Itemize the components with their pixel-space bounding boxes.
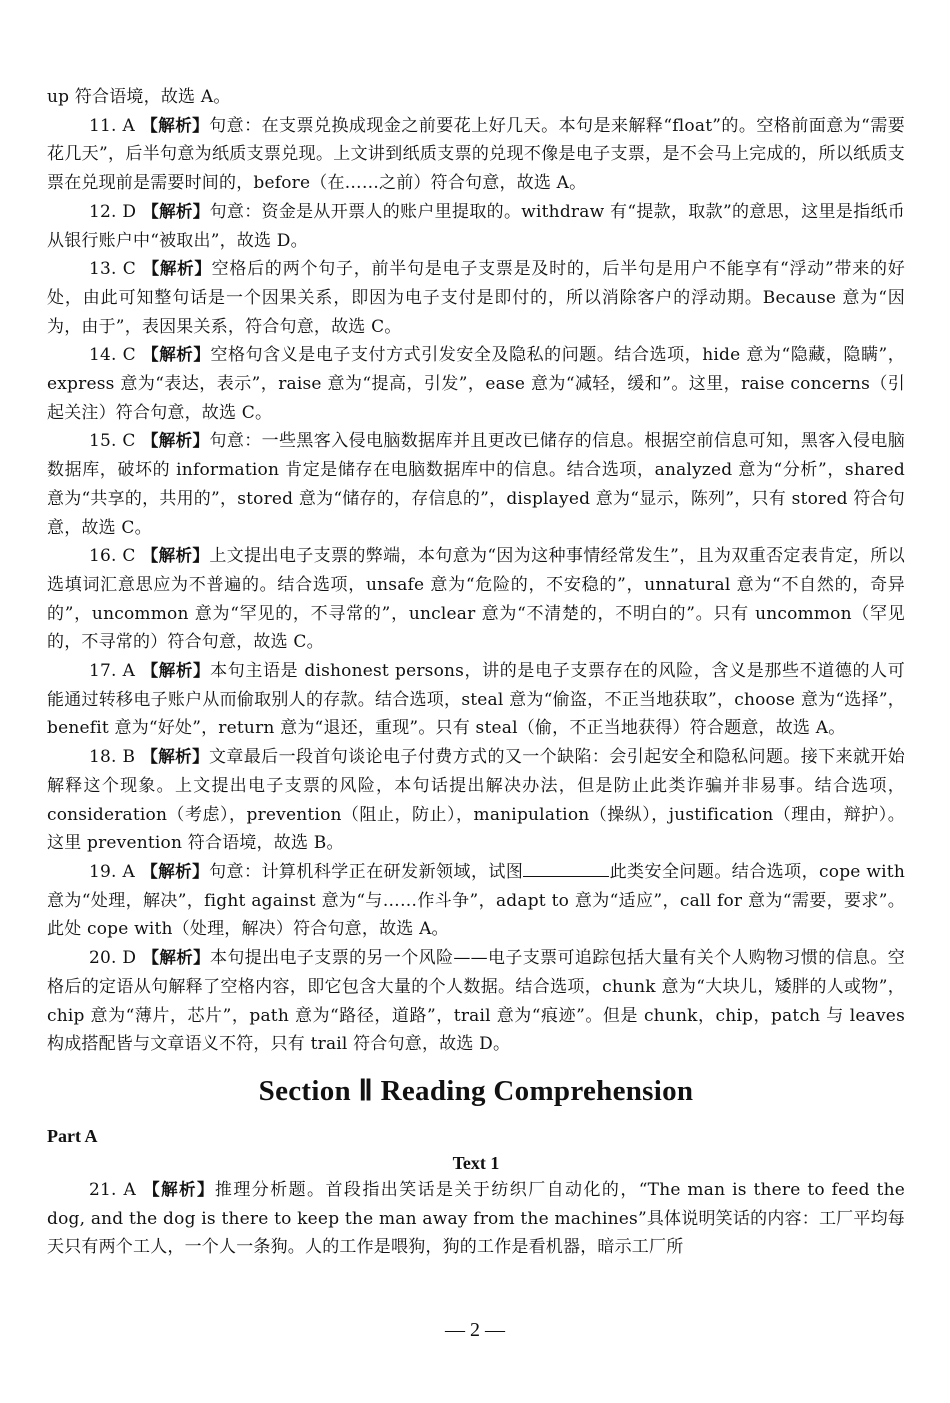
answer-number: 17. A (89, 661, 136, 682)
analysis-tag: 【解析】 (141, 661, 211, 681)
analysis-tag: 【解析】 (142, 948, 210, 968)
answer-12 (47, 198, 905, 255)
answer-19 (47, 858, 905, 944)
answer-text: 空格句含义是电子支付方式引发安全及隐私的问题。结合选项，hide 意为“隐藏，隐瞒”，express 意为“表达，表示”，raise 意为“提高，引发”，ease 意为“减轻，缓和”。这里，raise concerns（引起关注）符合句意，故选 C。 (47, 345, 905, 423)
part-title: Part A (47, 1125, 98, 1146)
section-title: Section Ⅱ Reading Comprehension (258, 1074, 694, 1107)
text-title: Text 1 (452, 1152, 500, 1173)
answer-13 (47, 255, 905, 341)
answer-number: 21. A (89, 1179, 136, 1200)
answer-number: 20. D (89, 948, 137, 969)
fill-in-blank (523, 858, 609, 877)
page-number: — 2 — (445, 1319, 505, 1341)
answer-11 (47, 112, 905, 198)
answer-16 (47, 542, 905, 657)
answer-18 (47, 743, 905, 858)
answer-text-part1: 句意：计算机科学正在研发新领域，试图 (209, 861, 524, 882)
answer-number: 14. C (89, 345, 136, 366)
analysis-tag: 【解析】 (141, 115, 210, 135)
answer-14 (47, 341, 905, 427)
answer-text: 句意：资金是从开票人的账户里提取的。withdraw 有“提款，取款”的意思，这里是指纸币从银行账户中“被取出”，故选 D。 (47, 201, 905, 251)
answer-number: 19. A (89, 861, 135, 882)
answer-number: 12. D (89, 201, 137, 222)
answer-text-part2: 此类安全问题。结合选项，cope with 意为“处理，解决”，fight against 意为“与……作斗争”，adapt to 意为“适应”，call for 意为“需要，要求”。此处 cope with（处理，解决）符合句意，故选 A。 (47, 861, 905, 940)
answer-number: 18. B (89, 747, 136, 768)
analysis-tag: 【解析】 (140, 861, 210, 881)
answer-text: 推理分析题。首段指出笑话是关于纺织厂自动化的，“The man is there to feed the dog, and the dog is there to keep the man away from the machines”具体说明笑话的内容：工厂平均每天只有两个工人，一个人一条狗。人的工作是喂狗，狗的工作是看机器，暗示工厂所 (47, 1179, 905, 1258)
analysis-tag: 【解析】 (141, 1179, 215, 1199)
answer-15 (47, 427, 905, 542)
intro-line: up 符合语境，故选 A。 (47, 87, 231, 107)
answer-17 (47, 657, 905, 743)
analysis-tag: 【解析】 (141, 345, 211, 365)
answer-number: 11. A (89, 115, 135, 136)
analysis-tag: 【解析】 (142, 201, 210, 221)
answer-text: 句意：一些黑客入侵电脑数据库并且更改已储存的信息。根据空前信息可知，黑客入侵电脑数据库，破坏的 information 肯定是储存在电脑数据库中的信息。结合选项，analyzed 意为“分析”，shared 意为“共享的，共用的”，stored 意为“储存的，存信息的”，displayed 意为“显示，陈列”，只有 stored 符合句意，故选 C。 (47, 431, 906, 538)
analysis-tag: 【解析】 (141, 431, 210, 451)
answer-20 (47, 944, 905, 1059)
document-body (47, 83, 905, 1262)
analysis-tag: 【解析】 (141, 546, 210, 566)
answer-text: 文章最后一段首句谈论电子付费方式的又一个缺陷：会引起安全和隐私问题。接下来就开始解释这个现象。上文提出电子支票的风险，本句话提出解决办法，但是防止此类诈骗并非易事。结合选项，consideration（考虑），prevention（阻止，防止），manipulation（操纵），justification（理由，辩护）。这里 prevention 符合语境，故选 B。 (47, 747, 905, 854)
answer-text: 空格后的两个句子，前半句是电子支票是及时的，后半句是用户不能享有“浮动”带来的好处，由此可知整句话是一个因果关系，即因为电子支付是即付的，所以消除客户的浮动期。Because 意为“因为，由于”，表因果关系，符合句意，故选 C。 (47, 259, 905, 337)
analysis-tag: 【解析】 (142, 259, 212, 279)
answer-text: 本句提出电子支票的另一个风险——电子支票可追踪包括大量有关个人购物习惯的信息。空格后的定语从句解释了空格内容，即它包含大量的个人数据。结合选项，chunk 意为“大块儿，矮胖的人或物”，chip 意为“薄片，芯片”，path 意为“路径，道路”，trail 意为“痕迹”。但是 chunk，chip，patch 与 leaves 构成搭配皆与文章语义不符，只有 trail 符合句意，故选 D。 (47, 948, 906, 1055)
analysis-tag: 【解析】 (141, 747, 209, 767)
answer-number: 15. C (89, 431, 136, 452)
answer-text: 本句主语是 dishonest persons，讲的是电子支票存在的风险，含义是那些不道德的人可能通过转移电子账户从而偷取别人的存款。结合选项，steal 意为“偷盗，不正当地获取”，choose 意为“选择”，benefit 意为“好处”，return 意为“退还，重现”。只有 steal（偷，不正当地获得）符合题意，故选 A。 (47, 661, 905, 739)
answer-text: 上文提出电子支票的弊端，本句意为“因为这种事情经常发生”，且为双重否定表肯定，所以选填词汇意思应为不普遍的。结合选项，unsafe 意为“危险的，不安稳的”，unnatural 意为“不自然的，奇异的”，uncommon 意为“罕见的，不寻常的”，unclear 意为“不清楚的，不明白的”。只有 uncommon（罕见的，不寻常的）符合句意，故选 C。 (47, 546, 905, 653)
answer-number: 13. C (89, 259, 137, 280)
answer-text: 句意：在支票兑换成现金之前要花上好几天。本句是来解释“float”的。空格前面意为“需要花几天”，后半句意为纸质支票兑现。上文讲到纸质支票的兑现不像是电子支票，是不会马上完成的，所以纸质支票在兑现前是需要时间的，before（在……之前）符合句意，故选 A。 (47, 115, 905, 194)
answer-21 (47, 1176, 905, 1262)
answer-number: 16. C (89, 546, 136, 567)
